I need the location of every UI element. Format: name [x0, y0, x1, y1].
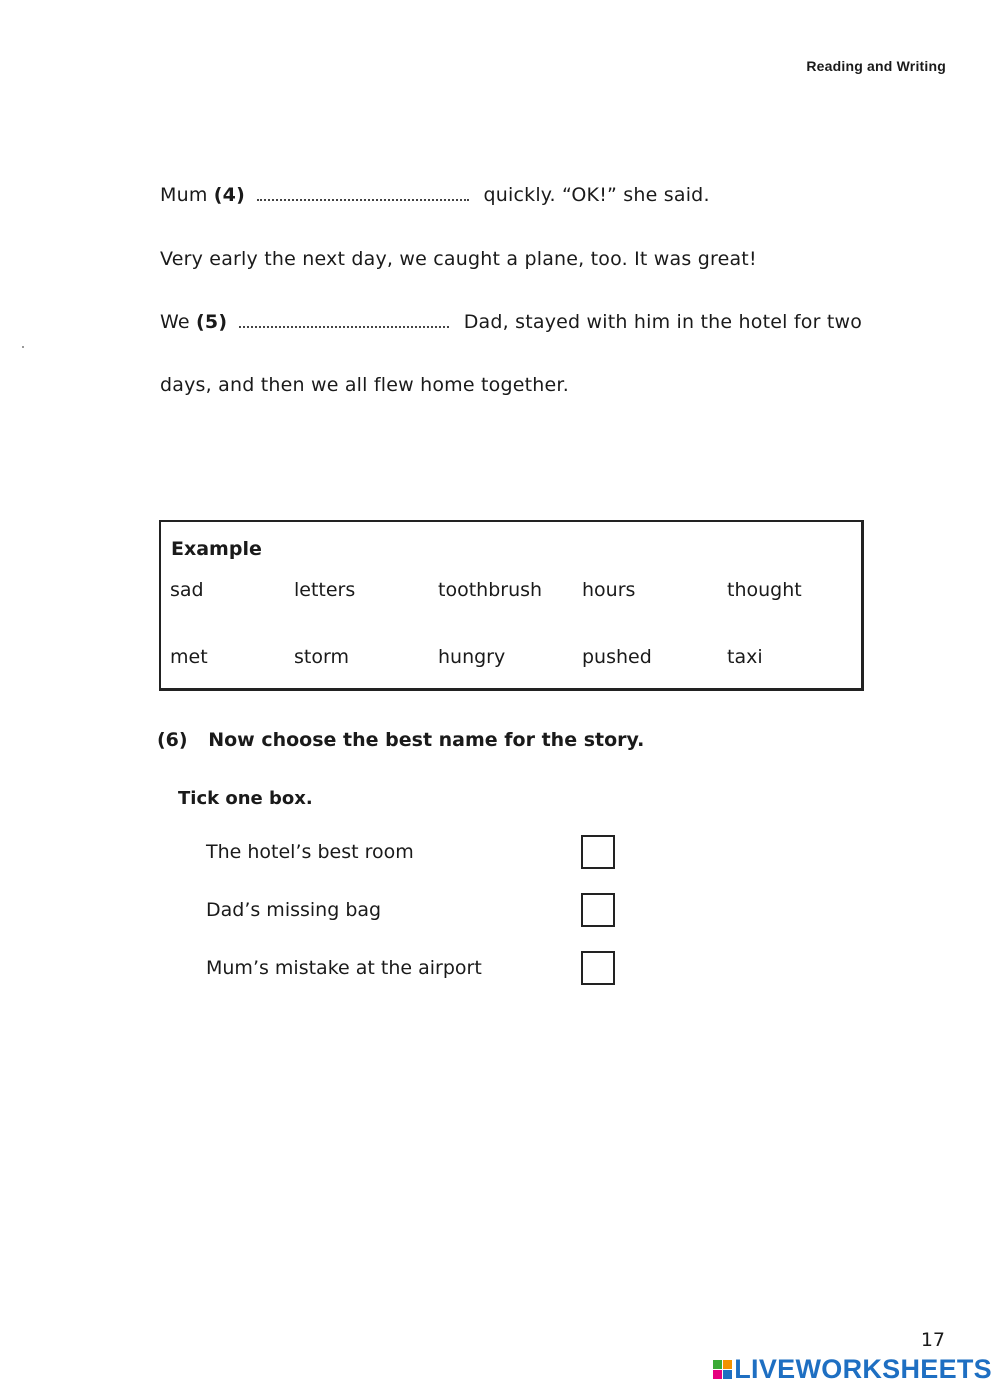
- story-line-5: [160, 311, 862, 333]
- liveworksheets-icon: [713, 1360, 732, 1379]
- word-box: [159, 520, 864, 691]
- word-item: hungry: [438, 646, 506, 668]
- word-item: met: [170, 646, 208, 668]
- gap-number-4: (4): [213, 184, 245, 206]
- option-checkbox-3[interactable]: [581, 951, 615, 985]
- word-item: thought: [727, 579, 802, 601]
- question-text: Now choose the best name for the story.: [208, 729, 645, 751]
- answer-blank-4[interactable]: [257, 185, 469, 201]
- logo-square: [723, 1360, 732, 1369]
- logo-square: [723, 1370, 732, 1379]
- story-text: Dad, stayed with him in the hotel for two: [463, 311, 863, 333]
- option-label: Dad’s missing bag: [206, 899, 382, 921]
- word-item: toothbrush: [438, 579, 543, 601]
- option-label: Mum’s mistake at the airport: [206, 957, 482, 979]
- question-number: (6): [157, 729, 188, 751]
- scan-speck: [22, 346, 24, 348]
- option-label: The hotel’s best room: [206, 841, 414, 863]
- word-item: taxi: [727, 646, 763, 668]
- page-number: 17: [920, 1329, 945, 1351]
- story-line-4: [160, 184, 710, 206]
- word-item: hours: [582, 579, 636, 601]
- section-header: Reading and Writing: [806, 58, 946, 74]
- answer-blank-5[interactable]: [239, 312, 449, 328]
- story-line: Very early the next day, we caught a plane, too. It was great!: [160, 248, 757, 270]
- story-text: Mum: [160, 184, 208, 206]
- word-item: storm: [294, 646, 349, 668]
- story-text: We: [160, 311, 190, 333]
- gap-number-5: (5): [196, 311, 228, 333]
- question-6: [157, 729, 644, 751]
- word-item: pushed: [582, 646, 652, 668]
- logo-square: [713, 1360, 722, 1369]
- option-checkbox-1[interactable]: [581, 835, 615, 869]
- story-text: quickly. “OK!” she said.: [483, 184, 710, 206]
- example-label: Example: [171, 538, 262, 560]
- story-line: days, and then we all flew home together.: [160, 374, 569, 396]
- word-item: letters: [294, 579, 356, 601]
- instruction: Tick one box.: [178, 788, 313, 809]
- footer-logo[interactable]: [713, 1354, 992, 1385]
- option-checkbox-2[interactable]: [581, 893, 615, 927]
- logo-square: [713, 1370, 722, 1379]
- brand-name: LIVEWORKSHEETS: [734, 1354, 992, 1384]
- word-item: sad: [170, 579, 204, 601]
